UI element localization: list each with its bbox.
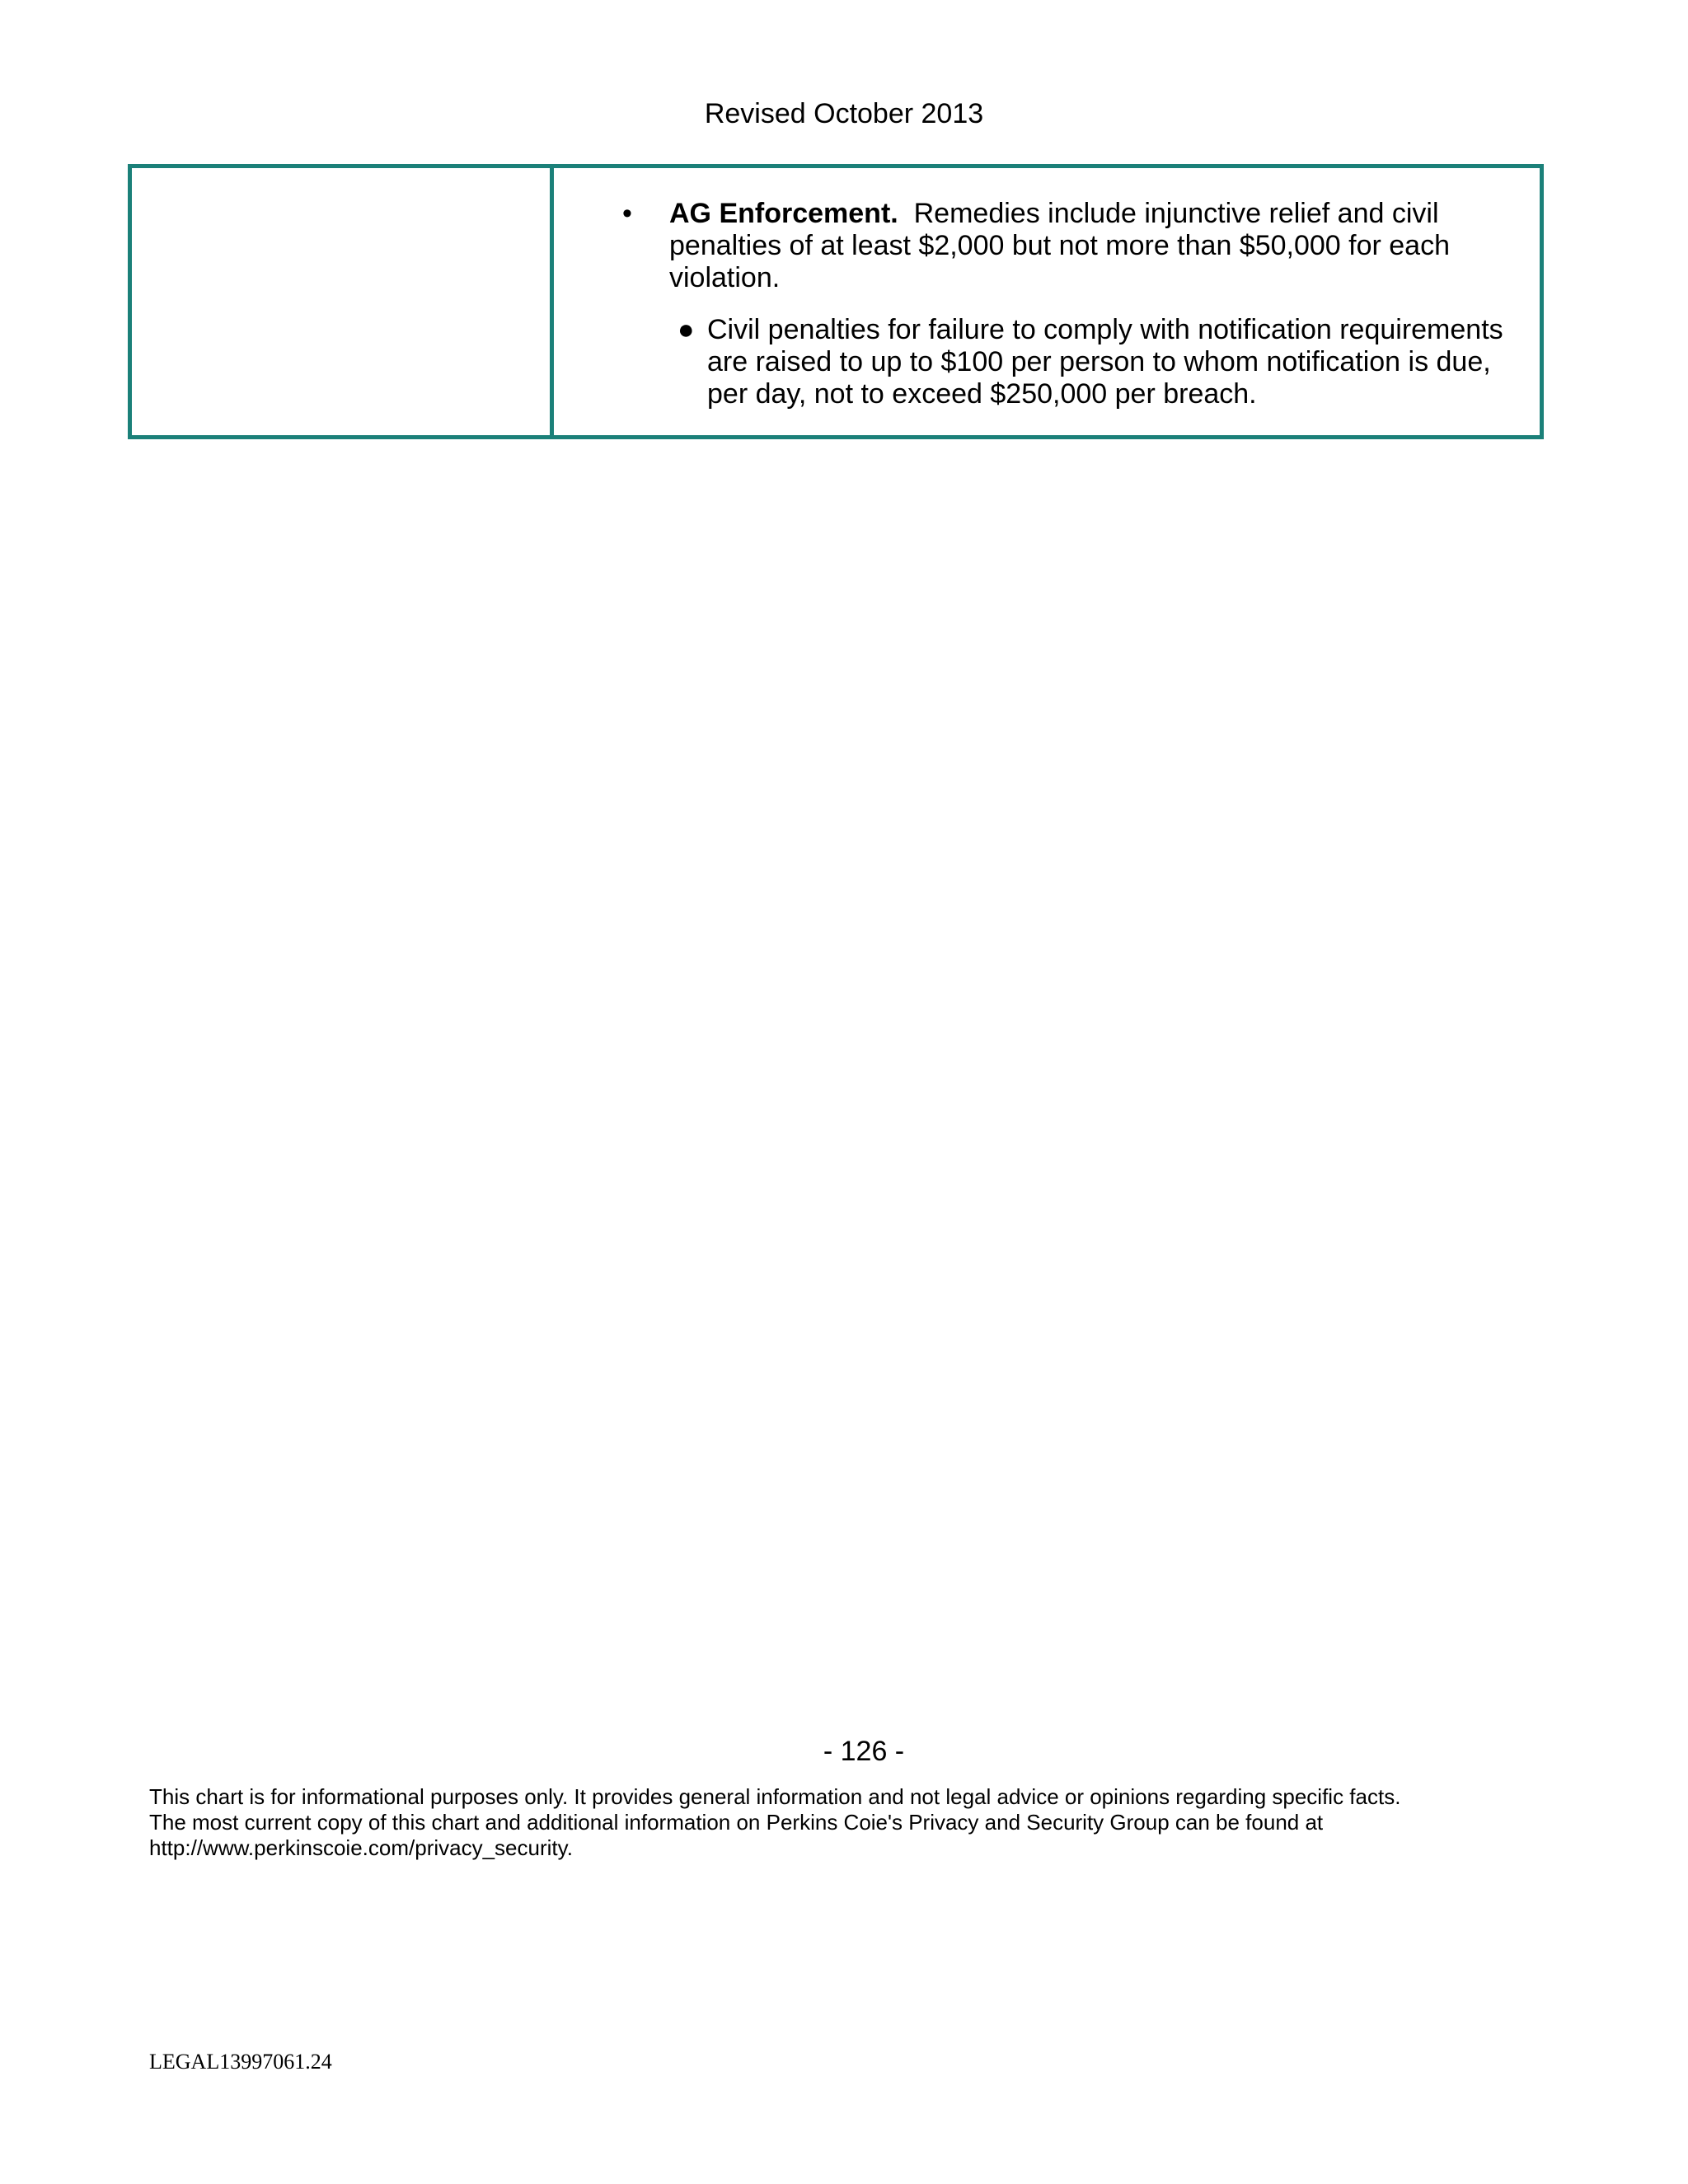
- bullet-icon: ●: [678, 314, 695, 345]
- item-text: Civil penalties for failure to comply with notification requirements are raised to up to $100 per person to whom notification is due, per day, not to exceed $250,000 per breach.: [707, 314, 1503, 410]
- disclaimer-line: The most current copy of this chart and additional information on Perkins Coie's Privacy and Security Group can be found at: [149, 1810, 1324, 1835]
- list-item-civil-penalties: [707, 314, 1515, 410]
- item-lead: AG Enforcement.: [669, 198, 898, 229]
- document-id: LEGAL13997061.24: [149, 2050, 332, 2074]
- disclaimer-line: This chart is for informational purposes only. It provides general information and not legal advice or opinions regarding specific facts.: [149, 1784, 1401, 1809]
- table-cell-right: [554, 168, 1540, 435]
- list-item-ag-enforcement: [669, 198, 1493, 294]
- disclaimer: [149, 1784, 1633, 1861]
- revision-header: Revised October 2013: [704, 98, 984, 129]
- bullet-icon: •: [622, 198, 632, 229]
- law-summary-table: [128, 164, 1544, 439]
- table-cell-left: [132, 168, 554, 435]
- item-text: Remedies include injunctive relief and civil penalties of at least $2,000 but not more than $50,000 for each violation.: [669, 198, 1451, 293]
- disclaimer-line: http://www.perkinscoie.com/privacy_security.: [149, 1835, 573, 1860]
- page-number: - 126 -: [823, 1736, 905, 1767]
